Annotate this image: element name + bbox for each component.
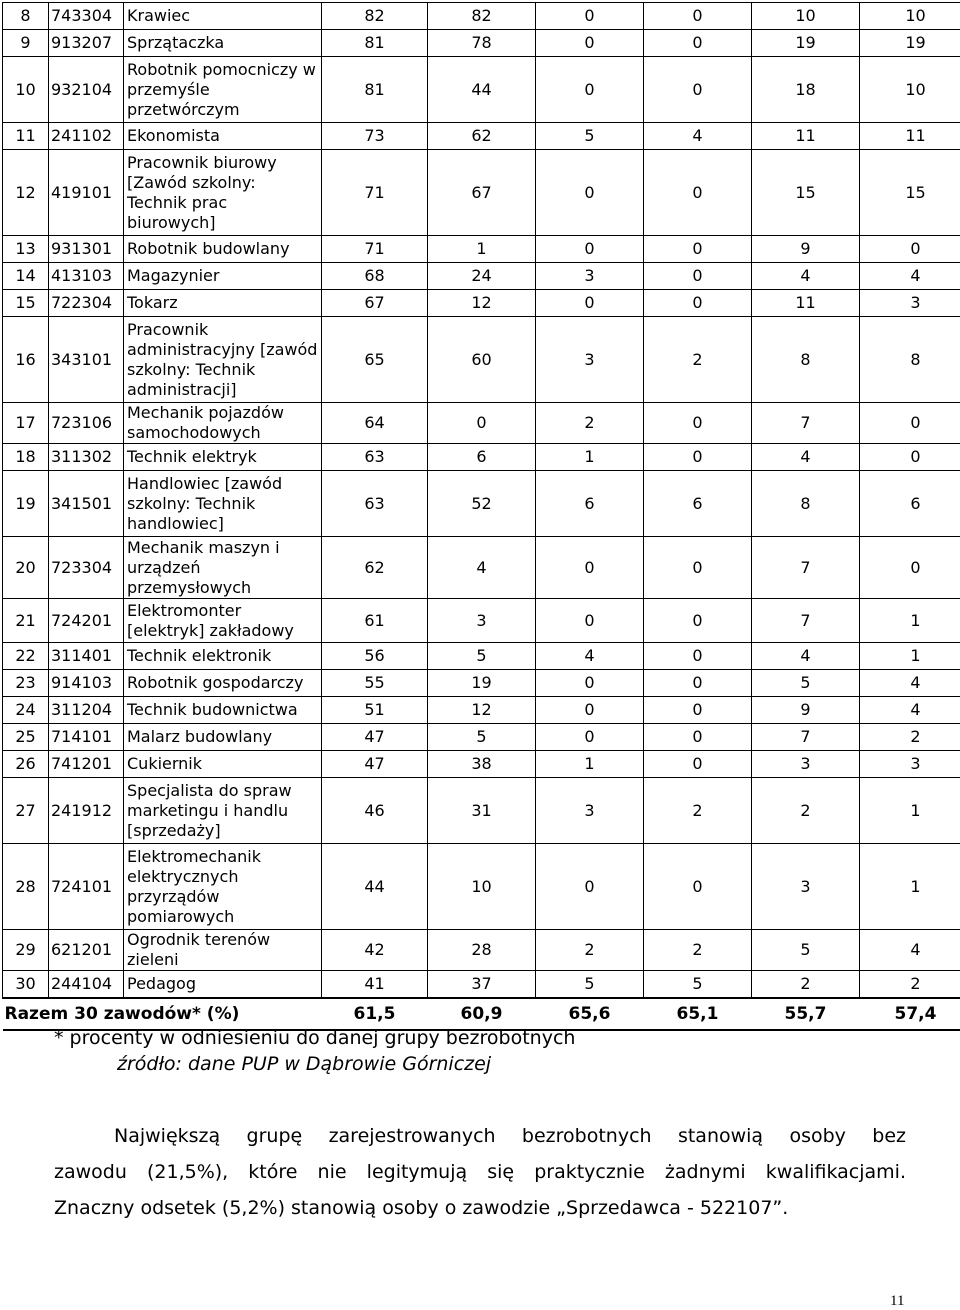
table-row bbox=[3, 317, 960, 403]
occupation-code: 419101 bbox=[49, 150, 124, 236]
value-cell: 0 bbox=[644, 724, 752, 751]
table-row bbox=[3, 643, 960, 670]
value-cell: 0 bbox=[536, 844, 644, 930]
value-cell: 3 bbox=[536, 263, 644, 290]
value-cell: 12 bbox=[428, 697, 536, 724]
value-cell: 18 bbox=[752, 57, 860, 123]
occupation-code: 722304 bbox=[49, 290, 124, 317]
value-cell: 5 bbox=[428, 724, 536, 751]
occupation-code: 914103 bbox=[49, 670, 124, 697]
value-cell: 2 bbox=[644, 930, 752, 971]
value-cell: 5 bbox=[752, 670, 860, 697]
value-cell: 1 bbox=[860, 844, 960, 930]
value-cell: 37 bbox=[428, 971, 536, 998]
value-cell: 63 bbox=[322, 471, 428, 537]
value-cell: 0 bbox=[644, 599, 752, 643]
value-cell: 4 bbox=[752, 643, 860, 670]
value-cell: 64 bbox=[322, 403, 428, 444]
row-number: 14 bbox=[3, 263, 49, 290]
value-cell: 3 bbox=[428, 599, 536, 643]
occupation-code: 311302 bbox=[49, 444, 124, 471]
value-cell: 4 bbox=[860, 263, 960, 290]
row-number: 19 bbox=[3, 471, 49, 537]
occupation-code: 311204 bbox=[49, 697, 124, 724]
value-cell: 5 bbox=[536, 123, 644, 150]
value-cell: 38 bbox=[428, 751, 536, 778]
occupation-code: 244104 bbox=[49, 971, 124, 998]
row-number: 23 bbox=[3, 670, 49, 697]
total-row bbox=[3, 998, 960, 1030]
value-cell: 0 bbox=[644, 403, 752, 444]
value-cell: 0 bbox=[644, 30, 752, 57]
value-cell: 68 bbox=[322, 263, 428, 290]
value-cell: 4 bbox=[860, 670, 960, 697]
value-cell: 28 bbox=[428, 930, 536, 971]
row-number: 25 bbox=[3, 724, 49, 751]
table-row bbox=[3, 844, 960, 930]
value-cell: 47 bbox=[322, 751, 428, 778]
value-cell: 6 bbox=[428, 444, 536, 471]
value-cell: 42 bbox=[322, 930, 428, 971]
occupation-name: Technik budownictwa bbox=[124, 697, 322, 724]
value-cell: 44 bbox=[322, 844, 428, 930]
footnote: * procenty w odniesieniu do danej grupy bezrobotnych bbox=[54, 1027, 576, 1049]
occupation-code: 723304 bbox=[49, 537, 124, 599]
table-row bbox=[3, 444, 960, 471]
value-cell: 0 bbox=[536, 599, 644, 643]
value-cell: 2 bbox=[860, 971, 960, 998]
value-cell: 41 bbox=[322, 971, 428, 998]
row-number: 28 bbox=[3, 844, 49, 930]
value-cell: 0 bbox=[536, 57, 644, 123]
value-cell: 1 bbox=[536, 444, 644, 471]
table-row bbox=[3, 471, 960, 537]
row-number: 20 bbox=[3, 537, 49, 599]
value-cell: 10 bbox=[860, 57, 960, 123]
value-cell: 2 bbox=[644, 778, 752, 844]
table-row bbox=[3, 930, 960, 971]
value-cell: 19 bbox=[428, 670, 536, 697]
occupation-code: 714101 bbox=[49, 724, 124, 751]
occupation-name: Cukiernik bbox=[124, 751, 322, 778]
value-cell: 82 bbox=[322, 3, 428, 30]
table-row bbox=[3, 57, 960, 123]
value-cell: 0 bbox=[644, 844, 752, 930]
occupation-name: Pedagog bbox=[124, 971, 322, 998]
occupation-name: Technik elektryk bbox=[124, 444, 322, 471]
value-cell: 5 bbox=[428, 643, 536, 670]
total-value: 60,9 bbox=[428, 998, 536, 1030]
value-cell: 46 bbox=[322, 778, 428, 844]
value-cell: 44 bbox=[428, 57, 536, 123]
body-paragraph bbox=[54, 1118, 906, 1226]
value-cell: 8 bbox=[752, 471, 860, 537]
occupation-code: 723106 bbox=[49, 403, 124, 444]
value-cell: 56 bbox=[322, 643, 428, 670]
value-cell: 11 bbox=[752, 123, 860, 150]
occupations-table bbox=[2, 2, 960, 1031]
table-row bbox=[3, 751, 960, 778]
occupation-name: Malarz budowlany bbox=[124, 724, 322, 751]
table-row bbox=[3, 670, 960, 697]
value-cell: 2 bbox=[644, 317, 752, 403]
value-cell: 55 bbox=[322, 670, 428, 697]
table-row bbox=[3, 971, 960, 998]
occupation-code: 913207 bbox=[49, 30, 124, 57]
table-row bbox=[3, 778, 960, 844]
value-cell: 0 bbox=[536, 724, 644, 751]
row-number: 13 bbox=[3, 236, 49, 263]
row-number: 30 bbox=[3, 971, 49, 998]
row-number: 18 bbox=[3, 444, 49, 471]
value-cell: 4 bbox=[536, 643, 644, 670]
occupation-name: Tokarz bbox=[124, 290, 322, 317]
value-cell: 12 bbox=[428, 290, 536, 317]
value-cell: 78 bbox=[428, 30, 536, 57]
table-row bbox=[3, 403, 960, 444]
value-cell: 11 bbox=[860, 123, 960, 150]
value-cell: 61 bbox=[322, 599, 428, 643]
value-cell: 0 bbox=[644, 751, 752, 778]
occupation-name: Ekonomista bbox=[124, 123, 322, 150]
value-cell: 81 bbox=[322, 30, 428, 57]
value-cell: 2 bbox=[752, 778, 860, 844]
value-cell: 0 bbox=[644, 57, 752, 123]
value-cell: 82 bbox=[428, 3, 536, 30]
value-cell: 4 bbox=[644, 123, 752, 150]
occupation-name: Krawiec bbox=[124, 3, 322, 30]
value-cell: 3 bbox=[752, 751, 860, 778]
occupation-code: 413103 bbox=[49, 263, 124, 290]
value-cell: 0 bbox=[860, 236, 960, 263]
table-row bbox=[3, 697, 960, 724]
value-cell: 0 bbox=[428, 403, 536, 444]
value-cell: 0 bbox=[644, 290, 752, 317]
value-cell: 81 bbox=[322, 57, 428, 123]
value-cell: 0 bbox=[644, 643, 752, 670]
row-number: 16 bbox=[3, 317, 49, 403]
table-body bbox=[3, 3, 960, 998]
row-number: 27 bbox=[3, 778, 49, 844]
paragraph-line: zawodu (21,5%), które nie legitymują się praktycznie żadnymi kwalifikacjami. bbox=[54, 1161, 906, 1183]
value-cell: 0 bbox=[860, 537, 960, 599]
value-cell: 52 bbox=[428, 471, 536, 537]
value-cell: 8 bbox=[752, 317, 860, 403]
value-cell: 4 bbox=[428, 537, 536, 599]
value-cell: 67 bbox=[322, 290, 428, 317]
row-number: 24 bbox=[3, 697, 49, 724]
value-cell: 67 bbox=[428, 150, 536, 236]
occupation-code: 724101 bbox=[49, 844, 124, 930]
table-row bbox=[3, 3, 960, 30]
occupation-name: Mechanik pojazdów samochodowych bbox=[124, 403, 322, 444]
value-cell: 31 bbox=[428, 778, 536, 844]
occupation-name: Handlowiec [zawód szkolny: Technik handlowiec] bbox=[124, 471, 322, 537]
table-row bbox=[3, 150, 960, 236]
row-number: 21 bbox=[3, 599, 49, 643]
value-cell: 15 bbox=[752, 150, 860, 236]
value-cell: 8 bbox=[860, 317, 960, 403]
value-cell: 63 bbox=[322, 444, 428, 471]
occupation-name: Elektromonter [elektryk] zakładowy bbox=[124, 599, 322, 643]
occupation-code: 932104 bbox=[49, 57, 124, 123]
occupation-code: 241912 bbox=[49, 778, 124, 844]
value-cell: 0 bbox=[536, 290, 644, 317]
value-cell: 0 bbox=[644, 236, 752, 263]
value-cell: 0 bbox=[644, 150, 752, 236]
value-cell: 11 bbox=[752, 290, 860, 317]
value-cell: 3 bbox=[536, 317, 644, 403]
occupation-name: Specjalista do spraw marketingu i handlu [sprzedaży] bbox=[124, 778, 322, 844]
value-cell: 10 bbox=[860, 3, 960, 30]
row-number: 9 bbox=[3, 30, 49, 57]
value-cell: 0 bbox=[536, 236, 644, 263]
row-number: 11 bbox=[3, 123, 49, 150]
total-value: 65,1 bbox=[644, 998, 752, 1030]
value-cell: 24 bbox=[428, 263, 536, 290]
value-cell: 0 bbox=[536, 537, 644, 599]
value-cell: 2 bbox=[536, 930, 644, 971]
value-cell: 71 bbox=[322, 150, 428, 236]
value-cell: 0 bbox=[536, 150, 644, 236]
row-number: 8 bbox=[3, 3, 49, 30]
value-cell: 19 bbox=[752, 30, 860, 57]
value-cell: 2 bbox=[536, 403, 644, 444]
value-cell: 73 bbox=[322, 123, 428, 150]
value-cell: 71 bbox=[322, 236, 428, 263]
value-cell: 1 bbox=[860, 643, 960, 670]
occupation-code: 241102 bbox=[49, 123, 124, 150]
occupation-code: 724201 bbox=[49, 599, 124, 643]
value-cell: 60 bbox=[428, 317, 536, 403]
value-cell: 10 bbox=[752, 3, 860, 30]
value-cell: 4 bbox=[860, 697, 960, 724]
value-cell: 7 bbox=[752, 724, 860, 751]
value-cell: 2 bbox=[860, 724, 960, 751]
value-cell: 10 bbox=[428, 844, 536, 930]
row-number: 12 bbox=[3, 150, 49, 236]
value-cell: 4 bbox=[752, 444, 860, 471]
value-cell: 7 bbox=[752, 403, 860, 444]
value-cell: 2 bbox=[752, 971, 860, 998]
total-value: 61,5 bbox=[322, 998, 428, 1030]
occupation-name: Robotnik pomocniczy w przemyśle przetwórczym bbox=[124, 57, 322, 123]
value-cell: 3 bbox=[752, 844, 860, 930]
value-cell: 5 bbox=[752, 930, 860, 971]
occupation-code: 741201 bbox=[49, 751, 124, 778]
value-cell: 1 bbox=[536, 751, 644, 778]
value-cell: 0 bbox=[536, 697, 644, 724]
source-note: źródło: dane PUP w Dąbrowie Górniczej bbox=[117, 1053, 492, 1075]
occupation-name: Robotnik budowlany bbox=[124, 236, 322, 263]
value-cell: 4 bbox=[860, 930, 960, 971]
occupation-code: 311401 bbox=[49, 643, 124, 670]
occupation-code: 343101 bbox=[49, 317, 124, 403]
value-cell: 0 bbox=[536, 30, 644, 57]
value-cell: 9 bbox=[752, 697, 860, 724]
occupation-name: Magazynier bbox=[124, 263, 322, 290]
value-cell: 3 bbox=[860, 751, 960, 778]
occupation-name: Elektromechanik elektrycznych przyrządów pomiarowych bbox=[124, 844, 322, 930]
value-cell: 0 bbox=[644, 697, 752, 724]
value-cell: 47 bbox=[322, 724, 428, 751]
row-number: 22 bbox=[3, 643, 49, 670]
value-cell: 1 bbox=[860, 599, 960, 643]
row-number: 15 bbox=[3, 290, 49, 317]
row-number: 29 bbox=[3, 930, 49, 971]
value-cell: 6 bbox=[644, 471, 752, 537]
value-cell: 0 bbox=[644, 537, 752, 599]
value-cell: 1 bbox=[860, 778, 960, 844]
value-cell: 6 bbox=[860, 471, 960, 537]
occupation-name: Sprzątaczka bbox=[124, 30, 322, 57]
value-cell: 0 bbox=[644, 444, 752, 471]
table-row bbox=[3, 599, 960, 643]
paragraph-line: Znaczny odsetek (5,2%) stanowią osoby o zawodzie „Sprzedawca - 522107”. bbox=[54, 1197, 789, 1219]
value-cell: 3 bbox=[536, 778, 644, 844]
occupation-code: 743304 bbox=[49, 3, 124, 30]
value-cell: 0 bbox=[644, 670, 752, 697]
value-cell: 62 bbox=[428, 123, 536, 150]
value-cell: 7 bbox=[752, 537, 860, 599]
table-row bbox=[3, 263, 960, 290]
occupation-name: Technik elektronik bbox=[124, 643, 322, 670]
value-cell: 19 bbox=[860, 30, 960, 57]
table-row bbox=[3, 537, 960, 599]
total-label: Razem 30 zawodów* (%) bbox=[3, 998, 322, 1030]
value-cell: 5 bbox=[644, 971, 752, 998]
value-cell: 6 bbox=[536, 471, 644, 537]
page-number: 11 bbox=[890, 1293, 905, 1309]
value-cell: 65 bbox=[322, 317, 428, 403]
occupation-code: 621201 bbox=[49, 930, 124, 971]
occupation-code: 931301 bbox=[49, 236, 124, 263]
table-row bbox=[3, 30, 960, 57]
occupation-name: Pracownik administracyjny [zawód szkolny: Technik administracji] bbox=[124, 317, 322, 403]
value-cell: 0 bbox=[644, 3, 752, 30]
row-number: 26 bbox=[3, 751, 49, 778]
occupation-name: Robotnik gospodarczy bbox=[124, 670, 322, 697]
table-row bbox=[3, 290, 960, 317]
value-cell: 3 bbox=[860, 290, 960, 317]
total-value: 57,4 bbox=[860, 998, 960, 1030]
value-cell: 51 bbox=[322, 697, 428, 724]
table-row bbox=[3, 724, 960, 751]
value-cell: 4 bbox=[752, 263, 860, 290]
occupation-name: Ogrodnik terenów zieleni bbox=[124, 930, 322, 971]
value-cell: 9 bbox=[752, 236, 860, 263]
value-cell: 1 bbox=[428, 236, 536, 263]
row-number: 17 bbox=[3, 403, 49, 444]
total-value: 55,7 bbox=[752, 998, 860, 1030]
table-row bbox=[3, 236, 960, 263]
total-value: 65,6 bbox=[536, 998, 644, 1030]
value-cell: 0 bbox=[536, 670, 644, 697]
occupation-name: Mechanik maszyn i urządzeń przemysłowych bbox=[124, 537, 322, 599]
occupation-code: 341501 bbox=[49, 471, 124, 537]
value-cell: 15 bbox=[860, 150, 960, 236]
value-cell: 7 bbox=[752, 599, 860, 643]
value-cell: 0 bbox=[644, 263, 752, 290]
paragraph-line: Największą grupę zarejestrowanych bezrobotnych stanowią osoby bez bbox=[114, 1125, 906, 1147]
occupation-name: Pracownik biurowy [Zawód szkolny: Technik prac biurowych] bbox=[124, 150, 322, 236]
value-cell: 0 bbox=[536, 3, 644, 30]
value-cell: 0 bbox=[860, 444, 960, 471]
value-cell: 0 bbox=[860, 403, 960, 444]
row-number: 10 bbox=[3, 57, 49, 123]
table-row bbox=[3, 123, 960, 150]
value-cell: 5 bbox=[536, 971, 644, 998]
value-cell: 62 bbox=[322, 537, 428, 599]
